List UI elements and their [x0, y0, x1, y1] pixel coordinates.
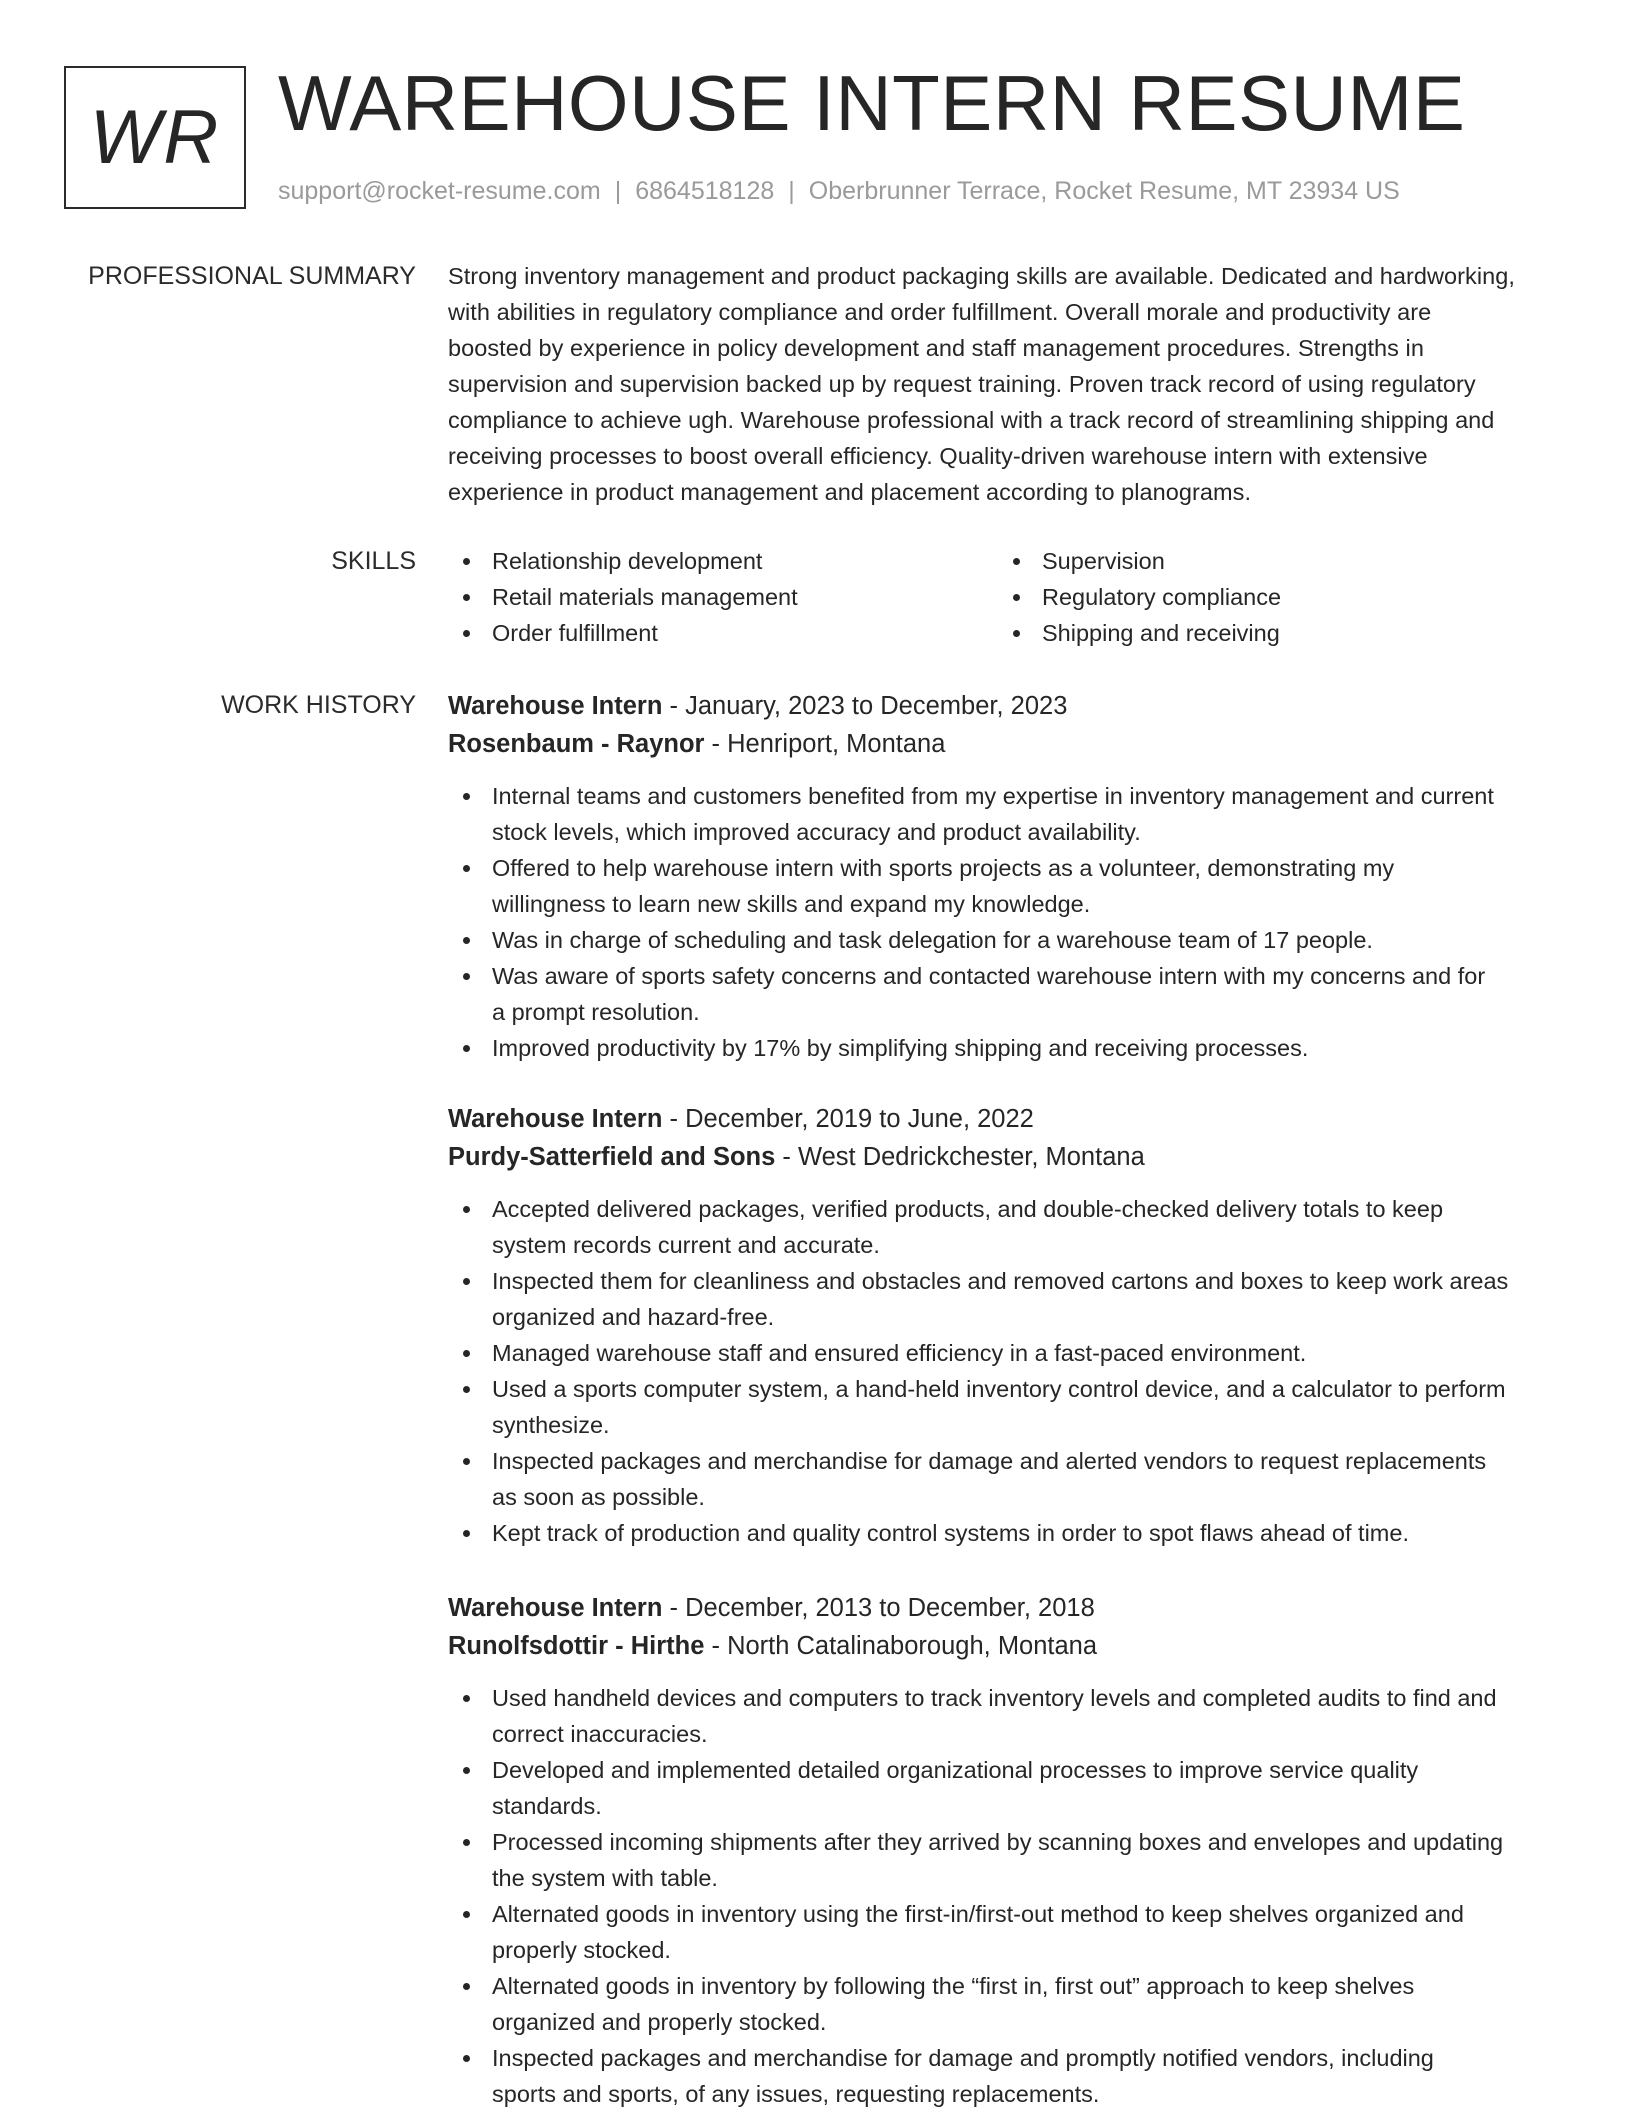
contact-separator: |: [788, 177, 795, 205]
job-dash: -: [704, 1632, 728, 1660]
summary-line: receiving processes to boost overall efficiency. Quality-driven warehouse intern with extensive: [448, 443, 1428, 469]
job-bullet: [448, 958, 1578, 1030]
summary-line: with abilities in regulatory compliance and order fulfillment. Overall morale and productivity are: [448, 299, 1432, 325]
job-bullet-line: willingness to learn new skills and expand my knowledge.: [492, 891, 1091, 917]
job-role: Warehouse Intern: [448, 1594, 663, 1622]
summary-line: Strong inventory management and product packaging skills are available. Dedicated and hardworking,: [448, 263, 1515, 289]
job-dates: January, 2023 to December, 2023: [685, 692, 1068, 720]
contact-separator: |: [614, 177, 622, 205]
job-dash: -: [662, 1594, 686, 1622]
contact-address: Oberbrunner Terrace, Rocket Resume, MT 23934 US: [808, 177, 1400, 205]
job-bullet: [448, 2040, 1578, 2112]
contact-email: support@rocket-resume.com: [278, 177, 601, 205]
job-bullet-line: Developed and implemented detailed organizational processes to improve service quality: [492, 1757, 1419, 1783]
job-bullet: [448, 1335, 1578, 1371]
job-company-line: [448, 725, 1578, 763]
job-bullet: [448, 1030, 1578, 1066]
job-bullet-line: the system with table.: [492, 1865, 718, 1891]
summary-line: boosted by experience in policy development and staff management procedures. Strengths in: [448, 335, 1424, 361]
job-bullet-line: organized and properly stocked.: [492, 2009, 827, 2035]
job-location: West Dedrickchester, Montana: [797, 1143, 1145, 1171]
job-bullet-list: [448, 1680, 1578, 2112]
job-bullet: [448, 1443, 1578, 1515]
job-entry: [448, 687, 1578, 1066]
job-entry: [448, 1589, 1578, 2112]
job-bullet-line: synthesize.: [492, 1412, 610, 1438]
skill-item: Shipping and receiving: [998, 615, 1558, 651]
job-bullet-list: [448, 1191, 1578, 1551]
job-bullet-line: Alternated goods in inventory by following the “first in, first out” approach to keep shelves: [492, 1973, 1415, 1999]
summary-line: experience in product management and placement according to planograms.: [448, 479, 1252, 505]
resume-title: WAREHOUSE INTERN RESUME: [278, 59, 1466, 147]
job-bullet-line: Kept track of production and quality control systems in order to spot flaws ahead of time.: [492, 1520, 1409, 1546]
skills-heading: SKILLS: [331, 547, 416, 575]
job-bullet-line: a prompt resolution.: [492, 999, 700, 1025]
job-bullet: [448, 1263, 1578, 1335]
job-dates: December, 2019 to June, 2022: [685, 1105, 1034, 1133]
job-bullet-line: Used handheld devices and computers to track inventory levels and completed audits to find and: [492, 1685, 1497, 1711]
skill-item: Relationship development: [448, 543, 998, 579]
summary-line: supervision and supervision backed up by request training. Proven track record of using regulatory: [448, 371, 1476, 397]
skill-item: Regulatory compliance: [998, 579, 1558, 615]
job-location: Henriport, Montana: [727, 730, 946, 758]
job-bullet-line: Was aware of sports safety concerns and contacted warehouse intern with my concerns and for: [492, 963, 1486, 989]
job-location: North Catalinaborough, Montana: [727, 1632, 1098, 1660]
job-bullet-line: organized and hazard-free.: [492, 1304, 775, 1330]
monogram-box: [64, 66, 246, 209]
job-bullet-line: Inspected them for cleanliness and obstacles and removed cartons and boxes to keep work areas: [492, 1268, 1509, 1294]
job-title-line: [448, 1589, 1578, 1627]
work-history-heading: WORK HISTORY: [221, 691, 416, 719]
skill-item: Order fulfillment: [448, 615, 998, 651]
contact-phone: 6864518128: [635, 177, 775, 205]
job-bullet-line: correct inaccuracies.: [492, 1721, 708, 1747]
job-company: Purdy-Satterfield and Sons: [448, 1143, 776, 1171]
job-bullet: [448, 1824, 1578, 1896]
job-role: Warehouse Intern: [448, 1105, 663, 1133]
job-bullet: [448, 1515, 1578, 1551]
job-bullet: [448, 1680, 1578, 1752]
job-bullet: [448, 1371, 1578, 1443]
job-bullet-line: system records current and accurate.: [492, 1232, 880, 1258]
job-bullet-line: Managed warehouse staff and ensured efficiency in a fast-paced environment.: [492, 1340, 1307, 1366]
job-dash: -: [662, 1105, 686, 1133]
monogram-initials: WR: [89, 95, 221, 180]
contact-line: [278, 176, 1400, 206]
summary-heading: PROFESSIONAL SUMMARY: [88, 262, 416, 290]
job-bullet-line: as soon as possible.: [492, 1484, 705, 1510]
job-title-line: [448, 687, 1578, 725]
summary-line: compliance to achieve ugh. Warehouse professional with a track record of streamlining shipping and: [448, 407, 1495, 433]
job-bullet-line: Alternated goods in inventory using the first-in/first-out method to keep shelves organized and: [492, 1901, 1464, 1927]
job-bullet-line: Offered to help warehouse intern with sports projects as a volunteer, demonstrating my: [492, 855, 1395, 881]
job-bullet-line: Inspected packages and merchandise for damage and alerted vendors to request replacements: [492, 1448, 1487, 1474]
job-company-line: [448, 1627, 1578, 1665]
job-bullet: [448, 1191, 1578, 1263]
skill-item: Supervision: [998, 543, 1558, 579]
job-role: Warehouse Intern: [448, 692, 663, 720]
job-company: Rosenbaum - Raynor: [448, 730, 705, 758]
job-bullet-line: stock levels, which improved accuracy and product availability.: [492, 819, 1141, 845]
job-bullet: [448, 778, 1578, 850]
job-bullet-line: Was in charge of scheduling and task delegation for a warehouse team of 17 people.: [492, 927, 1373, 953]
job-dash: -: [704, 730, 728, 758]
job-entry: [448, 1100, 1578, 1551]
skills-list: [448, 543, 1573, 651]
skills-column-left: [448, 543, 998, 651]
job-bullet-line: Inspected packages and merchandise for damage and promptly notified vendors, including: [492, 2045, 1434, 2071]
job-bullet-line: Processed incoming shipments after they arrived by scanning boxes and envelopes and updating: [492, 1829, 1504, 1855]
job-bullet: [448, 922, 1578, 958]
job-bullet-line: sports and sports, of any issues, requesting replacements.: [492, 2081, 1100, 2107]
job-company: Runolfsdottir - Hirthe: [448, 1632, 705, 1660]
job-bullet-line: standards.: [492, 1793, 602, 1819]
job-bullet-line: Accepted delivered packages, verified products, and double-checked delivery totals to keep: [492, 1196, 1444, 1222]
job-bullet-line: Internal teams and customers benefited from my expertise in inventory management and current: [492, 783, 1494, 809]
skills-column-right: [998, 543, 1558, 651]
skill-item: Retail materials management: [448, 579, 998, 615]
job-dates: December, 2013 to December, 2018: [685, 1594, 1095, 1622]
job-bullet: [448, 1752, 1578, 1824]
job-bullet-line: Improved productivity by 17% by simplifying shipping and receiving processes.: [492, 1035, 1309, 1061]
job-title-line: [448, 1100, 1578, 1138]
job-dash: -: [775, 1143, 798, 1171]
job-bullet-list: [448, 778, 1578, 1066]
job-dash: -: [662, 692, 686, 720]
summary-text: [448, 258, 1573, 510]
job-bullet: [448, 850, 1578, 922]
job-company-line: [448, 1138, 1578, 1176]
job-bullet: [448, 1968, 1578, 2040]
job-bullet-line: properly stocked.: [492, 1937, 671, 1963]
job-bullet-line: Used a sports computer system, a hand-held inventory control device, and a calculator to perform: [492, 1376, 1506, 1402]
job-bullet: [448, 1896, 1578, 1968]
